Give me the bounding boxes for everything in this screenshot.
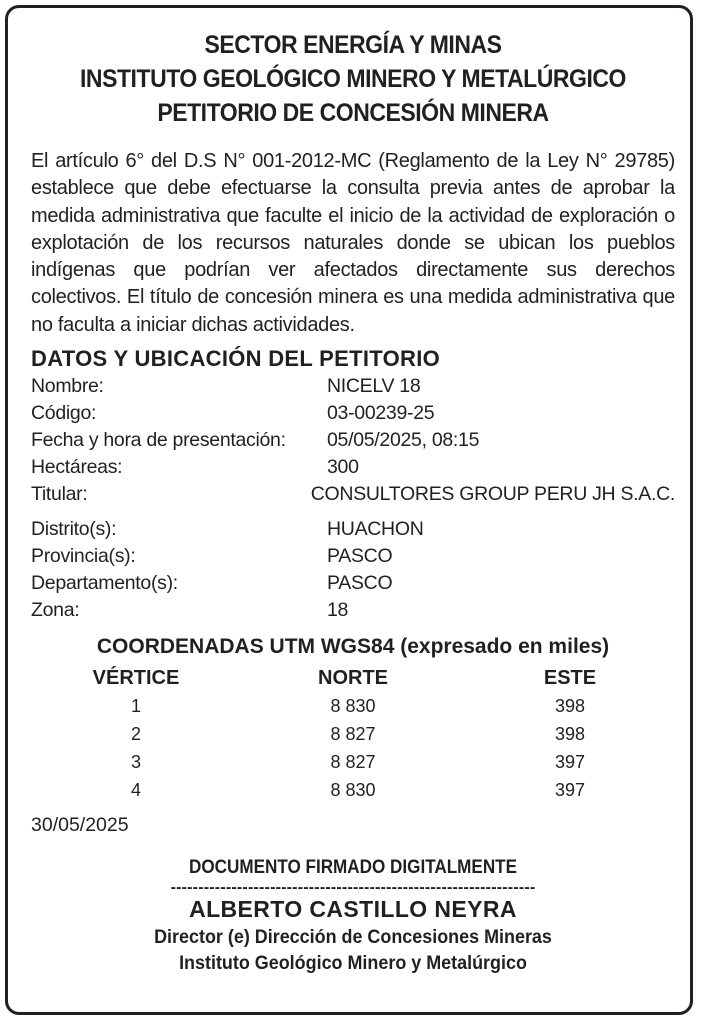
info-gap — [31, 508, 675, 516]
table-row — [31, 692, 675, 720]
signature-line: ------------------------------------------------------------------ — [170, 882, 536, 895]
vertex-cell: 4 — [130, 780, 141, 801]
coordinates-header-row — [31, 664, 675, 692]
info-label: Departamento(s): — [31, 572, 178, 595]
header-sector: SECTOR ENERGÍA Y MINAS — [204, 31, 502, 59]
info-value: 300 — [327, 456, 359, 479]
north-cell: 8 827 — [330, 752, 376, 773]
vertex-cell: 1 — [130, 696, 141, 717]
digital-signature-note: DOCUMENTO FIRMADO DIGITALMENTE — [188, 857, 518, 879]
info-row-departamento — [31, 570, 675, 597]
info-label: Nombre: — [31, 375, 104, 398]
info-row-zona — [31, 597, 675, 624]
signature-block — [31, 856, 675, 976]
table-row — [31, 748, 675, 776]
info-row-provincia — [31, 543, 675, 570]
info-value: 18 — [327, 599, 349, 622]
signatory-position: Director (e) Dirección de Concesiones Mineras — [154, 926, 552, 949]
info-value: PASCO — [327, 572, 393, 595]
info-row-fecha — [31, 427, 675, 454]
info-label: Fecha y hora de presentación: — [31, 429, 286, 452]
column-header-norte: NORTE — [318, 667, 388, 690]
info-label: Código: — [31, 402, 97, 425]
east-cell: 397 — [554, 752, 586, 773]
info-value: 05/05/2025, 08:15 — [327, 429, 480, 452]
east-cell: 398 — [554, 724, 586, 745]
east-cell: 397 — [554, 780, 586, 801]
info-label: Distrito(s): — [31, 518, 117, 541]
info-value: HUACHON — [327, 518, 424, 541]
table-row — [31, 720, 675, 748]
north-cell: 8 830 — [330, 780, 376, 801]
info-label: Provincia(s): — [31, 545, 136, 568]
column-header-este: ESTE — [543, 667, 597, 690]
publication-date: 30/05/2025 — [31, 814, 129, 837]
header-institute: INSTITUTO GEOLÓGICO MINERO Y METALÚRGICO — [80, 65, 626, 93]
header-document-type: PETITORIO DE CONCESIÓN MINERA — [157, 99, 549, 127]
signatory-institution: Instituto Geológico Minero y Metalúrgico — [179, 952, 527, 975]
info-value: PASCO — [327, 545, 393, 568]
coordinates-table — [31, 664, 675, 804]
info-row-hectareas — [31, 454, 675, 481]
info-value: 03-00239-25 — [327, 402, 435, 425]
details-section-title: DATOS Y UBICACIÓN DEL PETITORIO — [31, 346, 441, 372]
info-value: NICELV 18 — [327, 375, 421, 398]
notice-content — [31, 28, 675, 976]
info-row-distrito — [31, 516, 675, 543]
coordinates-title: COORDENADAS UTM WGS84 (expresado en miles) — [96, 635, 610, 659]
north-cell: 8 827 — [330, 724, 376, 745]
table-row — [31, 776, 675, 804]
info-row-codigo — [31, 400, 675, 427]
info-label: Zona: — [31, 599, 80, 622]
intro-paragraph: El artículo 6° del D.S N° 001-2012-MC (Reglamento de la Ley N° 29785) establece que debe efectuarse la consulta previa antes de aprobar la medida administrativa que faculte el inicio de la actividad de exploración o explotación de los recursos naturales donde se ubican los pueblos indígenas que podrían ver afectados directamente sus derechos colectivos. El título de concesión minera es una medida administrativa que no faculta a iniciar dichas actividades. — [31, 150, 675, 336]
column-header-vertice: VÉRTICE — [92, 667, 180, 690]
info-value: CONSULTORES GROUP PERU JH S.A.C. — [310, 483, 675, 506]
vertex-cell: 3 — [130, 752, 141, 773]
info-label: Titular: — [31, 483, 88, 506]
info-row-nombre — [31, 373, 675, 400]
east-cell: 398 — [554, 696, 586, 717]
info-row-titular — [31, 481, 675, 508]
north-cell: 8 830 — [330, 696, 376, 717]
info-label: Hectáreas: — [31, 456, 123, 479]
notice-header — [57, 28, 649, 130]
vertex-cell: 2 — [130, 724, 141, 745]
signatory-name: ALBERTO CASTILLO NEYRA — [189, 896, 517, 923]
